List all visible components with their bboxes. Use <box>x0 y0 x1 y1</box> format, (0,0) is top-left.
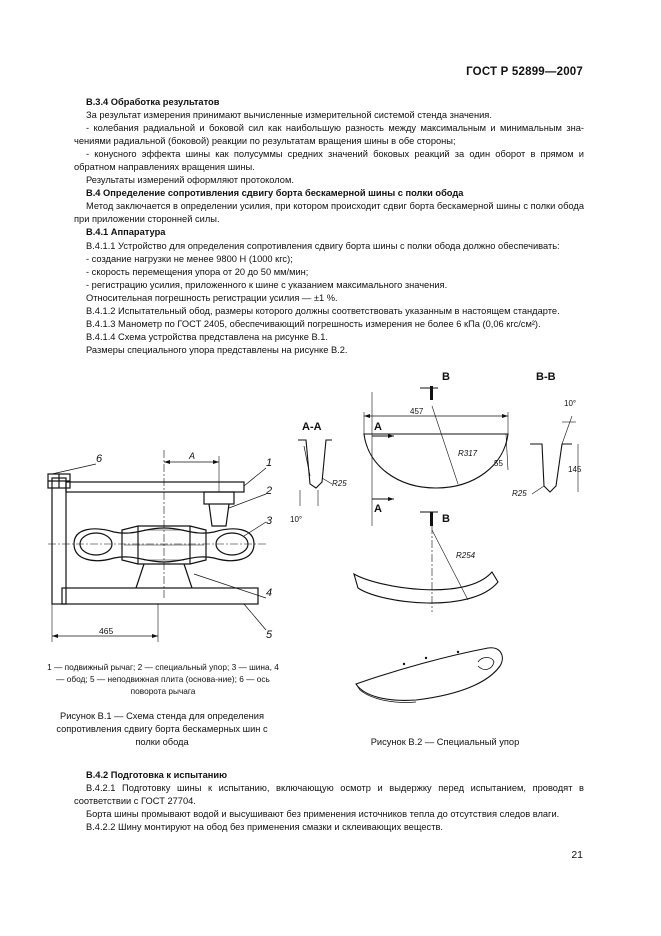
section-b34-title: В.3.4 Обработка результатов <box>86 97 220 107</box>
paragraph: Размеры специального упора представлены на рисунке В.2. <box>86 344 348 355</box>
leader-3 <box>244 522 266 536</box>
label-section-bb: В-В <box>536 371 556 383</box>
figure-b2-caption: Рисунок В.2 — Специальный упор <box>370 737 520 747</box>
label-4: 4 <box>266 587 273 599</box>
label-2: 2 <box>266 485 273 497</box>
paragraph: - конусного эффекта шины как полусуммы средних значений боковых реакций за один оборот в прямом и обратном направлениях вращения шины. <box>74 149 584 173</box>
label-r25-left: R25 <box>332 479 347 488</box>
label-dim-465: 465 <box>99 626 114 636</box>
paragraph: За результат измерения принимают вычисленные измерительной системой стенда значения. <box>86 110 492 121</box>
label-mark-a-bottom: А <box>374 503 382 515</box>
label-r25-right: R25 <box>512 489 527 498</box>
label-mark-b-bottom: В <box>442 513 450 525</box>
paragraph: В.4.1.3 Манометр по ГОСТ 2405, обеспечивающий погрешность измерения не более 6 кПа (0,06 кгс/см²). <box>86 318 541 329</box>
label-r317: R317 <box>458 449 478 458</box>
label-r254: R254 <box>456 551 476 560</box>
document-header: ГОСТ Р 52899—2007 <box>466 66 583 78</box>
label-3: 3 <box>266 515 273 527</box>
leader-6 <box>52 464 96 474</box>
label-dim-a: А <box>189 451 196 461</box>
paragraph: - создание нагрузки не менее 9800 Н (1000 кгс); <box>86 253 293 264</box>
label-dim-55: 55 <box>494 459 503 468</box>
base-plate <box>62 588 258 604</box>
paragraph: В.4.1.2 Испытательный обод, размеры которого должны соответствовать указанным в настоящем стандарте. <box>86 305 560 316</box>
page-number: 21 <box>571 849 583 861</box>
paragraph: - скорость перемещения упора от 20 до 50 мм/мин; <box>86 266 309 277</box>
section-b42-title: В.4.2 Подготовка к испытанию <box>86 770 228 780</box>
section-b4-title: В.4 Определение сопротивления сдвигу борта бескамерной шины с полки обода <box>86 188 464 199</box>
figure-b1-caption: Рисунок В.1 — Схема стенда для определения сопротивления сдвигу борта бескамерных шин с полки обода <box>56 711 268 747</box>
stop-isometric-view <box>356 648 502 701</box>
label-6: 6 <box>96 453 103 465</box>
paragraph: Борта шины промывают водой и высушивают без применения источников тепла до отсутствия следов влаги. <box>86 809 560 820</box>
figure-b1-legend: 1 — подвижный рычаг; 2 — специальный упор; 3 — шина, 4 — обод; 5 — неподвижная плита (основа-ние); 6 — ось поворота рычага <box>47 662 279 696</box>
paragraph: Относительная погрешность регистрации усилия — ±1 %. <box>86 292 338 303</box>
special-stop-block <box>204 492 234 504</box>
label-1: 1 <box>266 457 273 469</box>
paragraph: В.4.2.2 Шину монтируют на обод без применения смазки и склеивающих веществ. <box>86 822 443 833</box>
stop-front-view <box>364 434 508 488</box>
paragraph: В.4.2.1 Подготовку шины к испытанию, включающую осмотр и выдержку перед испытанием, проводят в соответствии с ГОСТ 27704. <box>74 783 584 807</box>
leader-5 <box>244 604 266 630</box>
lower-text <box>74 769 584 834</box>
paragraph: В.4.1.4 Схема устройства представлена на рисунке В.1. <box>86 331 329 342</box>
paragraph: - регистрацию усилия, приложенного к шине с указанием максимального значения. <box>86 279 448 290</box>
label-mark-b-top: В <box>442 371 450 383</box>
paragraph: В.4.1.1 Устройство для определения сопротивления сдвигу борта шины с полки обода должно обеспечивать: <box>86 240 560 251</box>
figure-b2-drawing <box>286 366 594 726</box>
movable-lever <box>66 482 244 492</box>
figure-b1-drawing <box>44 448 284 658</box>
label-mark-a-top: А <box>374 421 382 433</box>
label-dim-145: 145 <box>568 465 582 474</box>
leader-1 <box>244 468 266 486</box>
label-angle-right: 10° <box>564 399 577 408</box>
special-stop-tip <box>209 504 229 526</box>
label-dim-457: 457 <box>410 407 424 416</box>
section-bb-profile <box>530 444 572 492</box>
label-angle-left: 10° <box>290 515 303 524</box>
body-text <box>74 96 584 357</box>
paragraph: Результаты измерений оформляют протоколом. <box>86 175 294 186</box>
paragraph: Метод заключается в определении усилия, при котором происходит сдвиг борта бескамерной шины с полки обода при приложении сторонней силы. <box>74 201 584 225</box>
stop-plan-view <box>354 572 498 603</box>
section-b41-title: В.4.1 Аппаратура <box>86 227 166 238</box>
paragraph: - колебания радиальной и боковой сил как наибольшую разность между максимальным и минимальным зна-чениями радиальной (боковой) реакции по результатам вращения шины в обе стороны; <box>74 123 584 147</box>
label-section-aa: А-А <box>302 421 322 433</box>
leader-4 <box>194 574 266 598</box>
label-5: 5 <box>266 629 273 641</box>
lever-column <box>52 478 66 604</box>
